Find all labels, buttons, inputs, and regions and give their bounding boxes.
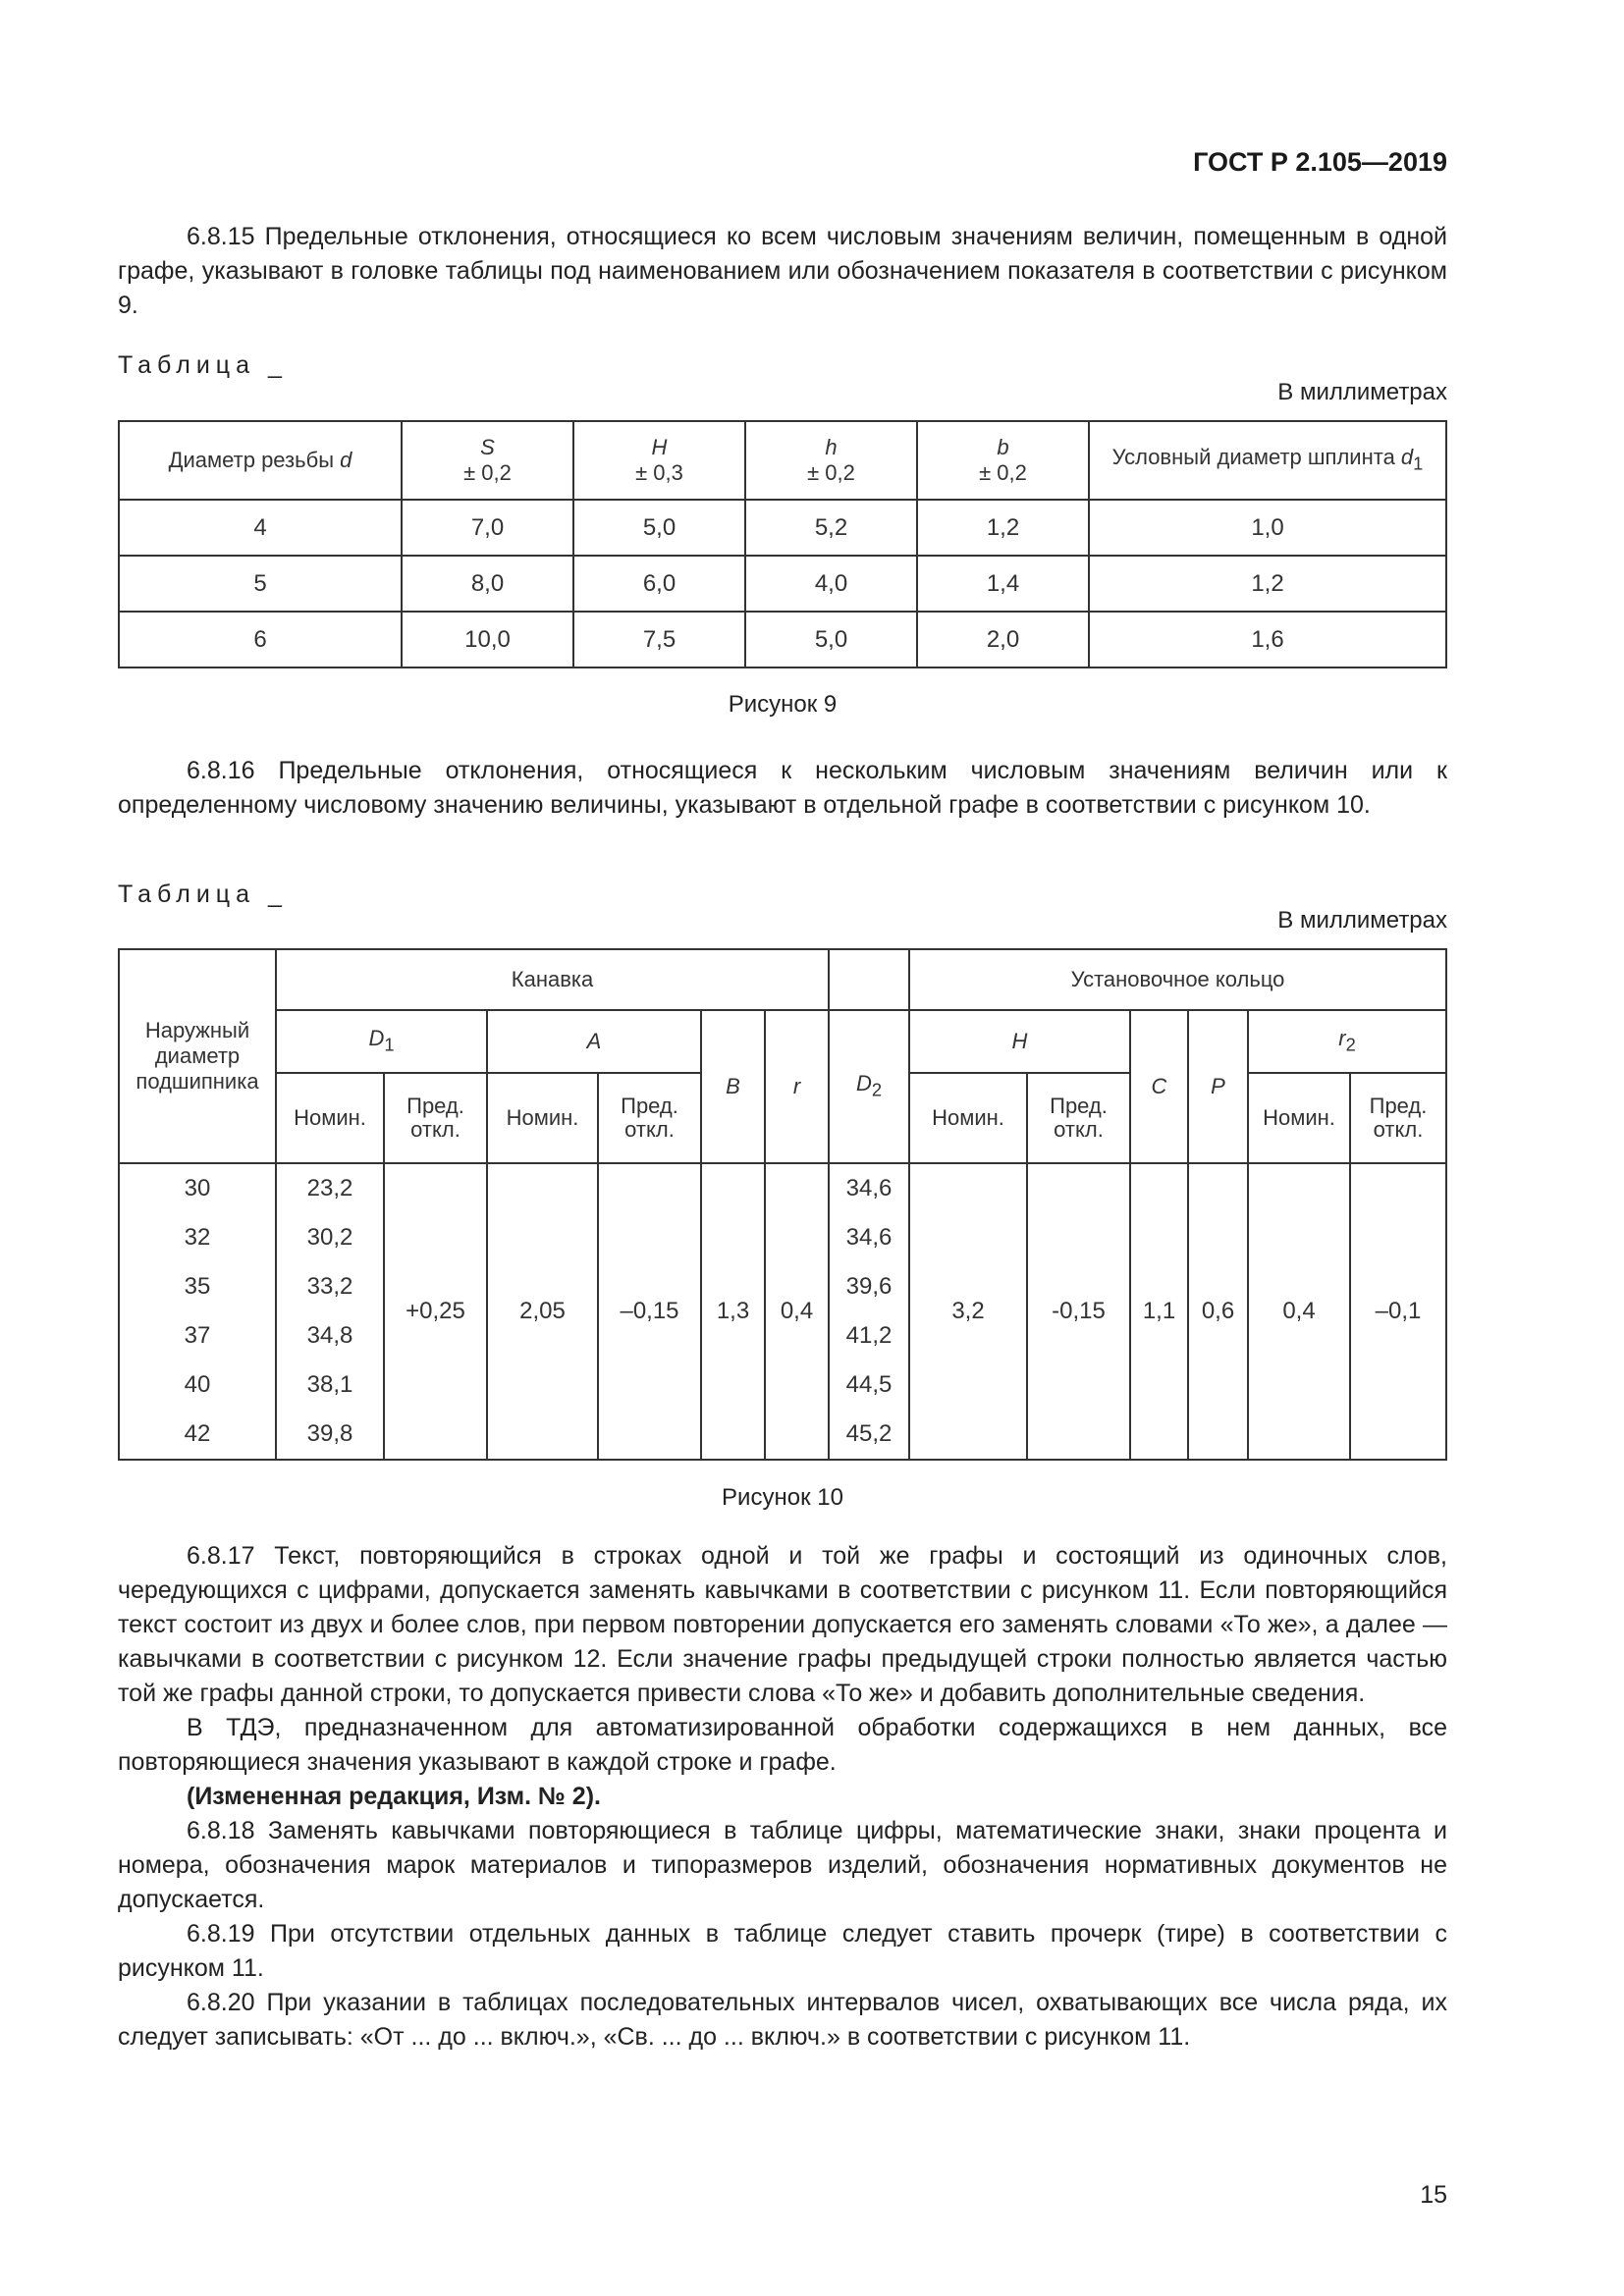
table-cell: 34,8 [276,1311,384,1361]
header-d1-tol: Пред. откл. [384,1073,487,1163]
paragraph-6-8-18: 6.8.18 Заменять кавычками повторяющиеся в таблице цифры, математические знаки, знаки процента и номера, обозначения марок материалов и типоразмеров изделий, обозначения нормативных документов не допускается. [118,1817,1447,1913]
table-row [119,1163,1446,1213]
header-a: A [487,1010,701,1073]
table-1-units: В миллиметрах [1277,379,1447,405]
table-cell: 7,5 [573,612,745,667]
paragraph-6-8-20: 6.8.20 При указании в таблицах последовательных интервалов чисел, охватывающих все числа ряда, их следует записывать: «От ... до ... включ.», «Св. ... до ... включ.» в соответствии с рисунком 11. [118,1989,1447,2051]
table-cell: 44,5 [829,1361,909,1410]
table-cell: 5,2 [745,500,917,556]
table-2-label: Таблица _ [118,881,288,908]
table-cell: 2,0 [917,612,1089,667]
table-cell: 10,0 [402,612,573,667]
table-row [119,500,1446,556]
cell-d1-tol: +0,25 [384,1163,487,1460]
table-cell: 30 [119,1163,276,1213]
figure-10-caption: Рисунок 10 [722,1484,843,1511]
table-1 [118,420,1447,668]
table-cell: 45,2 [829,1410,909,1460]
paragraph-6-8-16: 6.8.16 Предельные отклонения, относящиеся к нескольким числовым значениям величин или к определенному числовому значению величины, указывают в отдельной графе в соответствии с рисунком 10. [118,757,1447,819]
cell-h-nom: 3,2 [909,1163,1027,1460]
table-cell: 1,0 [1089,500,1446,556]
header-d2: $D_2$ [829,1010,909,1163]
table-cell: 33,2 [276,1262,384,1311]
cell-a-nom: 2,05 [487,1163,598,1460]
header-r: r [765,1010,829,1163]
header-r2-nom: Номин. [1248,1073,1350,1163]
table-cell: 23,2 [276,1163,384,1213]
table-cell: 7,0 [402,500,573,556]
table-cell: 42 [119,1410,276,1460]
cell-a-tol: –0,15 [598,1163,701,1460]
table-cell: 1,2 [1089,556,1446,612]
cell-r2-tol: –0,1 [1350,1163,1446,1460]
paragraph-6-8-15: 6.8.15 Предельные отклонения, относящиеся ко всем числовым значениям величин, помещенным в одной графе, указывают в головке таблицы под наименованием или обозначением показателя в соответствии с рисунком 9. [118,223,1447,319]
header-s: S ± 0,2 [402,421,573,500]
header-h-lower: h ± 0,2 [745,421,917,500]
header-d1: $D_1$ [276,1010,487,1073]
table-row [119,612,1446,667]
table-cell: 38,1 [276,1361,384,1410]
table-cell: 39,6 [829,1262,909,1311]
header-h-tol: Пред. откл. [1027,1073,1130,1163]
cell-p: 0,6 [1188,1163,1248,1460]
header-h-nom: Номин. [909,1073,1027,1163]
table-cell: 34,6 [829,1213,909,1262]
header-groove: Канавка [276,949,829,1010]
paragraph-6-8-19: 6.8.19 При отсутствии отдельных данных в таблице следует ставить прочерк (тире) в соответствии с рисунком 11. [118,1920,1447,1982]
table-1-label: Таблица _ [118,351,288,379]
table-cell: 30,2 [276,1213,384,1262]
header-empty-cell [829,949,909,1010]
table-2-header-row-2 [119,1010,1446,1073]
cell-b: 1,3 [701,1163,765,1460]
table-cell: 8,0 [402,556,573,612]
header-a-nom: Номин. [487,1073,598,1163]
table-cell: 41,2 [829,1311,909,1361]
header-r2-tol: Пред. откл. [1350,1073,1446,1163]
table-cell: 4 [119,500,402,556]
figure-9-caption: Рисунок 9 [728,691,838,718]
header-b: B [701,1010,765,1163]
table-cell: 4,0 [745,556,917,612]
table-cell: 1,6 [1089,612,1446,667]
paragraph-tde: В ТДЭ, предназначенном для автоматизированной обработки содержащихся в нем данных, все повторяющиеся значения указывают в каждой строке и графе. [118,1714,1447,1776]
header-setting-ring: Установочное кольцо [909,949,1446,1010]
table-1-header-row [119,421,1446,500]
page-number: 15 [1420,2181,1447,2209]
header-r2: $r_2$ [1248,1010,1446,1073]
cell-c: 1,1 [1130,1163,1188,1460]
table-cell: 6 [119,612,402,667]
table-cell: 5 [119,556,402,612]
table-cell: 6,0 [573,556,745,612]
table-cell: 5,0 [573,500,745,556]
header-d1-nom: Номин. [276,1073,384,1163]
cell-r2-nom: 0,4 [1248,1163,1350,1460]
cell-r: 0,4 [765,1163,829,1460]
table-cell: 35 [119,1262,276,1311]
table-cell: 32 [119,1213,276,1262]
paragraph-changed-edition: (Измененная редакция, Изм. № 2). [187,1783,601,1810]
header-h-upper: H ± 0,3 [573,421,745,500]
table-cell: 34,6 [829,1163,909,1213]
header-b: b ± 0,2 [917,421,1089,500]
header-thread-diameter: Диаметр резьбы d [119,421,402,500]
table-cell: 1,4 [917,556,1089,612]
cell-h-tol: -0,15 [1027,1163,1130,1460]
paragraph-6-8-17: 6.8.17 Текст, повторяющийся в строках одной и той же графы и состоящий из одиночных слов, чередующихся с цифрами, допускается заменять кавычками в соответствии с рисунком 11. Если повторяющийся текст состоит из двух и более слов, при первом повторении допускается его заменять словами «То же», а далее — кавычками в соответствии с рисунком 12. Если значение графы предыдущей строки полностью является частью той же графы данной строки, то допускается привести слова «То же» и добавить дополнительные сведения. [118,1542,1447,1707]
table-cell: 5,0 [745,612,917,667]
header-pin-diameter: Условный диаметр шплинта $d_1$ [1089,421,1446,500]
table-cell: 40 [119,1361,276,1410]
document-code: ГОСТ Р 2.105—2019 [1193,147,1447,177]
table-cell: 1,2 [917,500,1089,556]
header-c: C [1130,1010,1188,1163]
table-2 [118,948,1447,1461]
table-2-header-row-1 [119,949,1446,1010]
header-h: H [909,1010,1130,1073]
table-2-units: В миллиметрах [1277,907,1447,934]
header-a-tol: Пред. откл. [598,1073,701,1163]
table-cell: 39,8 [276,1410,384,1460]
table-row [119,556,1446,612]
header-bearing-diameter: Наружный диаметр подшипника [119,949,276,1163]
table-cell: 37 [119,1311,276,1361]
header-p: P [1188,1010,1248,1163]
